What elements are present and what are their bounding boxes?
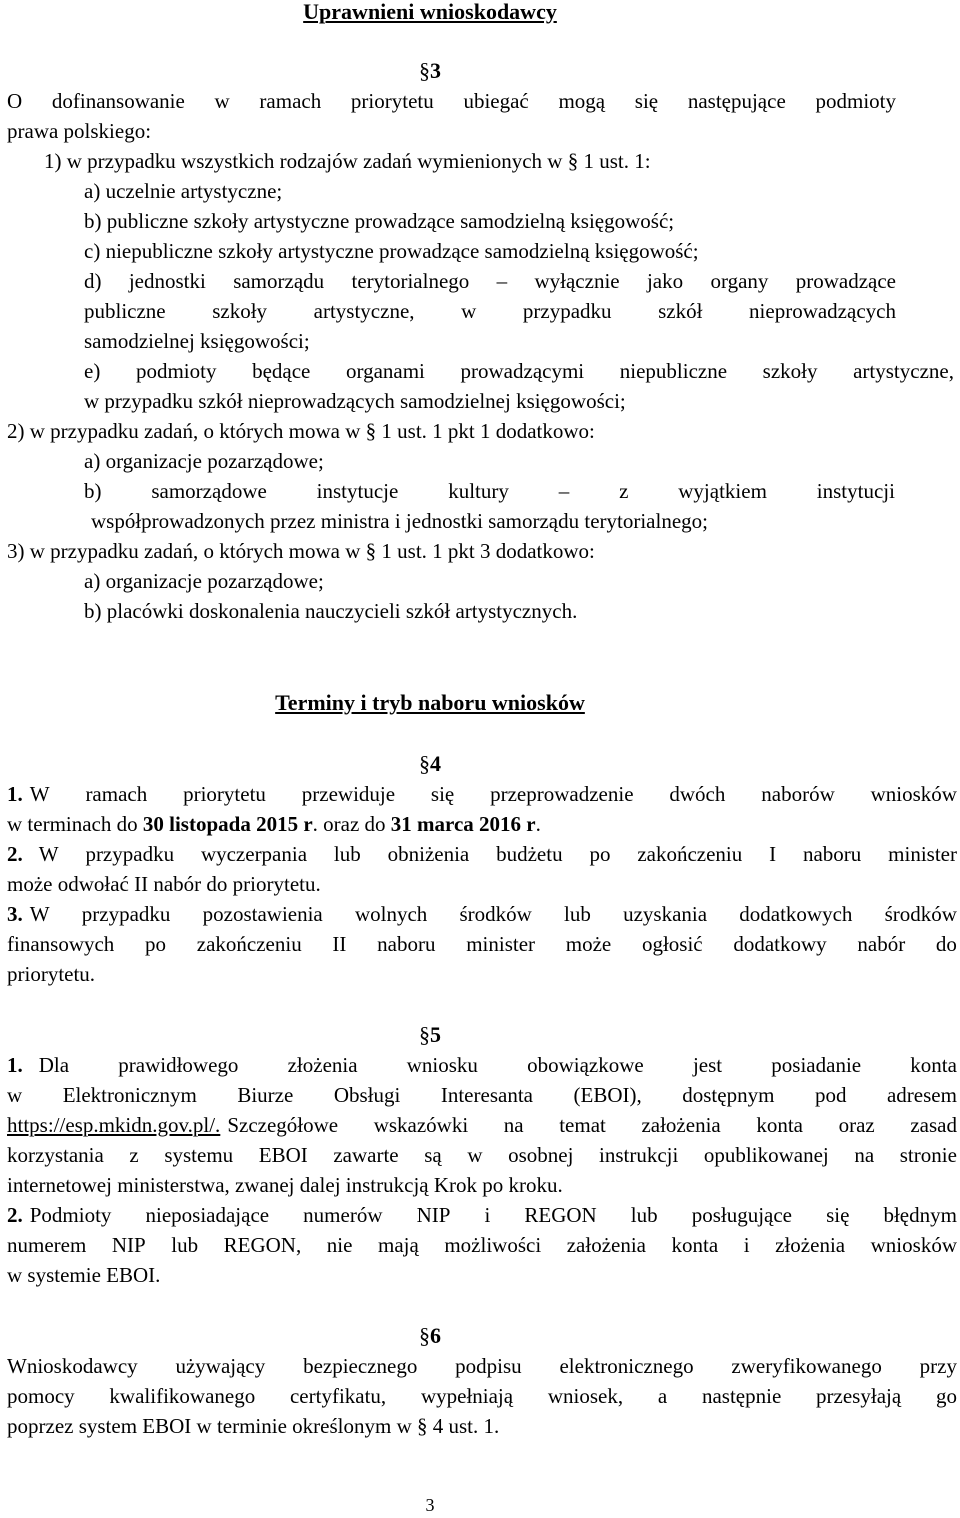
word: się: [826, 1203, 850, 1227]
word: samorządu: [233, 269, 325, 293]
word: korzystania: [7, 1143, 104, 1167]
word: nie: [326, 1233, 353, 1257]
word: oraz: [838, 1113, 875, 1137]
item-number: 1.: [7, 1053, 23, 1077]
word: –: [558, 479, 570, 503]
list-subitem: b) publiczne szkoły artystyczne prowadzące samodzielną księgowość;: [84, 209, 675, 233]
word: będące: [252, 359, 311, 383]
word: priorytetu: [183, 782, 266, 806]
word: środków: [884, 902, 957, 926]
word: REGON,: [223, 1233, 302, 1257]
text-line: [39, 839, 957, 869]
numbered-item: [7, 839, 957, 869]
word: I: [769, 842, 777, 866]
word: następujące: [687, 89, 786, 113]
word: błędnym: [883, 1203, 957, 1227]
text-line: [39, 1050, 957, 1080]
word: lub: [333, 842, 361, 866]
word: nieprowadzących: [749, 299, 896, 323]
word: instytucji: [816, 479, 895, 503]
word: w: [214, 89, 230, 113]
word: b): [84, 479, 102, 503]
text-line: poprzez system EBOI w terminie określonym w § 4 ust. 1.: [7, 1414, 500, 1438]
word: wniosków: [870, 1233, 957, 1257]
word: adresem: [886, 1083, 957, 1107]
word: jako: [646, 269, 684, 293]
word: mają: [377, 1233, 419, 1257]
paragraph-number: §4: [419, 751, 441, 776]
word: go: [935, 1384, 957, 1408]
text-line-rest: [227, 1110, 957, 1140]
word: bezpiecznego: [303, 1354, 418, 1378]
list-item: 2) w przypadku zadań, o których mowa w § 1 ust. 1 pkt 1 dodatkowo:: [7, 419, 595, 443]
word: organami: [345, 359, 425, 383]
list-subitem-continuation: samodzielnej księgowości;: [84, 329, 310, 353]
word: EBOI: [258, 1143, 308, 1167]
word: II: [332, 932, 347, 956]
deadline-date: 31 marca 2016 r: [390, 812, 536, 836]
numbered-item: [7, 899, 957, 929]
word: mogą: [558, 89, 606, 113]
word: konta: [756, 1113, 803, 1137]
numbered-item: [7, 779, 957, 809]
item-number: 1.: [7, 782, 23, 806]
word: po: [145, 932, 167, 956]
word: temat: [559, 1113, 606, 1137]
word: podpisu: [455, 1354, 522, 1378]
word: wypełniają: [420, 1384, 514, 1408]
word: instrukcji: [599, 1143, 679, 1167]
word: wyczerpania: [200, 842, 308, 866]
word: lub: [171, 1233, 199, 1257]
word: prowadzącymi: [460, 359, 585, 383]
word: W: [29, 782, 50, 806]
text-line: w systemie EBOI.: [7, 1263, 161, 1287]
list-subitem: [84, 476, 895, 506]
word: zweryfikowanego: [731, 1354, 882, 1378]
word: ubiegać: [463, 89, 529, 113]
word: przewiduje: [301, 782, 396, 806]
section-title: Terminy i tryb naboru wniosków: [275, 690, 585, 715]
deadline-date: 30 listopada 2015 r: [142, 812, 313, 836]
word: na: [503, 1113, 524, 1137]
word: Dla: [38, 1053, 70, 1077]
word: dwóch: [669, 782, 726, 806]
word: elektronicznego: [559, 1354, 694, 1378]
word: szkół: [658, 299, 703, 323]
word: w: [467, 1143, 483, 1167]
word: przesyłają: [816, 1384, 902, 1408]
word: lub: [630, 1203, 658, 1227]
text-line: [7, 1080, 957, 1110]
section-title: Uprawnieni wnioskodawcy: [303, 0, 557, 24]
word: szkoły: [212, 299, 268, 323]
word: minister: [888, 842, 957, 866]
word: wniosku: [406, 1053, 478, 1077]
word: uzyskania: [623, 902, 708, 926]
word: Podmioty: [29, 1203, 112, 1227]
word: obniżenia: [387, 842, 470, 866]
item-number: 2.: [7, 842, 23, 866]
word: następnie: [701, 1384, 782, 1408]
word: (EBOI),: [573, 1083, 642, 1107]
word: na: [854, 1143, 875, 1167]
word: organy: [710, 269, 769, 293]
text-line: może odwołać II nabór do priorytetu.: [7, 872, 321, 896]
word: wolnych: [354, 902, 428, 926]
word: dodatkowy: [733, 932, 827, 956]
text-line: internetowej ministerstwa, zwanej dalej instrukcją Krok po kroku.: [7, 1173, 563, 1197]
word: certyfikatu,: [289, 1384, 387, 1408]
word: Wnioskodawcy: [7, 1354, 138, 1378]
word: publiczne: [84, 299, 166, 323]
word: szkoły: [762, 359, 818, 383]
word: dodatkowych: [739, 902, 853, 926]
word: posiadanie: [771, 1053, 862, 1077]
word: nieposiadające: [145, 1203, 270, 1227]
word: podmioty: [135, 359, 217, 383]
word: numerem: [7, 1233, 87, 1257]
word: Szczegółowe: [227, 1113, 339, 1137]
word: przeprowadzenie: [490, 782, 634, 806]
word: po: [589, 842, 611, 866]
word: założenia: [566, 1233, 646, 1257]
word: środków: [459, 902, 532, 926]
word: przypadku: [85, 842, 175, 866]
word: w: [7, 1083, 23, 1107]
word: Elektronicznym: [62, 1083, 197, 1107]
word: do: [935, 932, 957, 956]
word: ramach: [259, 89, 322, 113]
word: złożenia: [287, 1053, 358, 1077]
word: wyjątkiem: [678, 479, 767, 503]
list-item: 1) w przypadku wszystkich rodzajów zadań wymienionych w § 1 ust. 1:: [44, 149, 651, 173]
list-subitem: a) organizacje pozarządowe;: [84, 449, 324, 473]
word: W: [38, 842, 59, 866]
word: pozostawienia: [202, 902, 323, 926]
word: jest: [692, 1053, 723, 1077]
word: Interesanta: [440, 1083, 533, 1107]
word: może: [565, 932, 612, 956]
word: konta: [910, 1053, 957, 1077]
word: dofinansowanie: [51, 89, 185, 113]
text-line: [30, 899, 957, 929]
word: osobnej: [508, 1143, 574, 1167]
word: opublikowanej: [703, 1143, 829, 1167]
list-subitem: a) uczelnie artystyczne;: [84, 179, 283, 203]
word: naboru: [377, 932, 436, 956]
word: wskazówki: [373, 1113, 469, 1137]
word: nabór: [857, 932, 906, 956]
paragraph-number: §5: [419, 1022, 441, 1047]
word: –: [496, 269, 508, 293]
word: e): [84, 359, 101, 383]
text-line: prawa polskiego:: [7, 119, 152, 143]
eboi-link[interactable]: https://esp.mkidn.gov.pl/.: [7, 1113, 221, 1137]
word: zasad: [910, 1113, 957, 1137]
word: finansowych: [7, 932, 115, 956]
word: z: [129, 1143, 139, 1167]
word: W: [29, 902, 50, 926]
word: konta: [671, 1233, 719, 1257]
word: artystyczne,: [853, 359, 954, 383]
word: złożenia: [775, 1233, 846, 1257]
list-item: 3) w przypadku zadań, o których mowa w § 1 ust. 1 pkt 3 dodatkowo:: [7, 539, 595, 563]
word: naboru: [802, 842, 862, 866]
text-line: [30, 779, 957, 809]
word: NIP: [416, 1203, 451, 1227]
word: NIP: [111, 1233, 146, 1257]
list-subitem: [84, 266, 896, 296]
list-subitem: c) niepubliczne szkoły artystyczne prowadzące samodzielną księgowość;: [84, 239, 699, 263]
text-line: [7, 929, 957, 959]
word: kultury: [448, 479, 509, 503]
text-line: [7, 1140, 957, 1170]
word: lub: [564, 902, 591, 926]
word: w: [461, 299, 477, 323]
word: zakończeniu: [637, 842, 743, 866]
paragraph-number: §3: [419, 58, 441, 83]
numbered-item: [7, 1050, 957, 1080]
word: i: [743, 1233, 750, 1257]
word: a: [657, 1384, 668, 1408]
word: możliwości: [444, 1233, 542, 1257]
word: prawidłowego: [118, 1053, 239, 1077]
word: stronie: [899, 1143, 957, 1167]
text-line: [30, 1200, 957, 1230]
list-subitem-continuation: współprowadzonych przez ministra i jednostki samorządu terytorialnego;: [91, 509, 708, 533]
text-line: [7, 1351, 957, 1381]
word: zawarte: [333, 1143, 399, 1167]
word: z: [619, 479, 629, 503]
word: artystyczne,: [313, 299, 415, 323]
word: dostępnym: [682, 1083, 775, 1107]
word: niepubliczne: [619, 359, 728, 383]
text-line: priorytetu.: [7, 962, 96, 986]
word: wniosek,: [547, 1384, 624, 1408]
text-line: w terminach do 30 listopada 2015 r. oraz do 31 marca 2016 r.: [7, 812, 541, 836]
word: i: [484, 1203, 491, 1227]
list-subitem-continuation: w przypadku szkół nieprowadzących samodzielnej księgowości;: [84, 389, 626, 413]
word: d): [84, 269, 102, 293]
word: pod: [814, 1083, 847, 1107]
word: jednostki: [128, 269, 206, 293]
word: wniosków: [870, 782, 957, 806]
list-subitem: b) placówki doskonalenia nauczycieli szkół artystycznych.: [84, 599, 578, 623]
text-line: [7, 1110, 957, 1140]
word: terytorialnego: [351, 269, 470, 293]
item-number: 2.: [7, 1203, 23, 1227]
word: wyłącznie: [534, 269, 620, 293]
text-line: [7, 1381, 957, 1411]
word: priorytetu: [350, 89, 434, 113]
word: Obsługi: [333, 1083, 401, 1107]
word: podmioty: [815, 89, 896, 113]
word: przy: [919, 1354, 957, 1378]
word: zakończeniu: [196, 932, 302, 956]
word: przypadku: [522, 299, 612, 323]
word: systemu: [164, 1143, 234, 1167]
word: są: [424, 1143, 442, 1167]
list-subitem: [84, 356, 954, 386]
word: się: [430, 782, 455, 806]
word: założenia: [641, 1113, 721, 1137]
text-line: [7, 1230, 957, 1260]
word: pomocy: [7, 1384, 75, 1408]
word: prowadzące: [795, 269, 896, 293]
word: naborów: [761, 782, 835, 806]
paragraph-number: §6: [419, 1323, 441, 1348]
word: instytucje: [316, 479, 399, 503]
word: ramach: [85, 782, 148, 806]
word: REGON: [524, 1203, 597, 1227]
numbered-item: [7, 1200, 957, 1230]
word: minister: [466, 932, 536, 956]
item-number: 3.: [7, 902, 23, 926]
word: posługujące: [691, 1203, 792, 1227]
word: obowiązkowe: [527, 1053, 644, 1077]
word: Biurze: [237, 1083, 294, 1107]
text-line: [7, 86, 896, 116]
word: numerów: [303, 1203, 383, 1227]
word: przypadku: [81, 902, 171, 926]
word: O: [7, 89, 23, 113]
word: się: [634, 89, 659, 113]
list-subitem: a) organizacje pozarządowe;: [84, 569, 324, 593]
word: budżetu: [496, 842, 563, 866]
word: ogłosić: [641, 932, 703, 956]
word: kwalifikowanego: [109, 1384, 256, 1408]
word: samorządowe: [151, 479, 267, 503]
list-subitem-continuation: [84, 296, 896, 326]
word: używający: [175, 1354, 266, 1378]
page-number: 3: [425, 1495, 435, 1515]
